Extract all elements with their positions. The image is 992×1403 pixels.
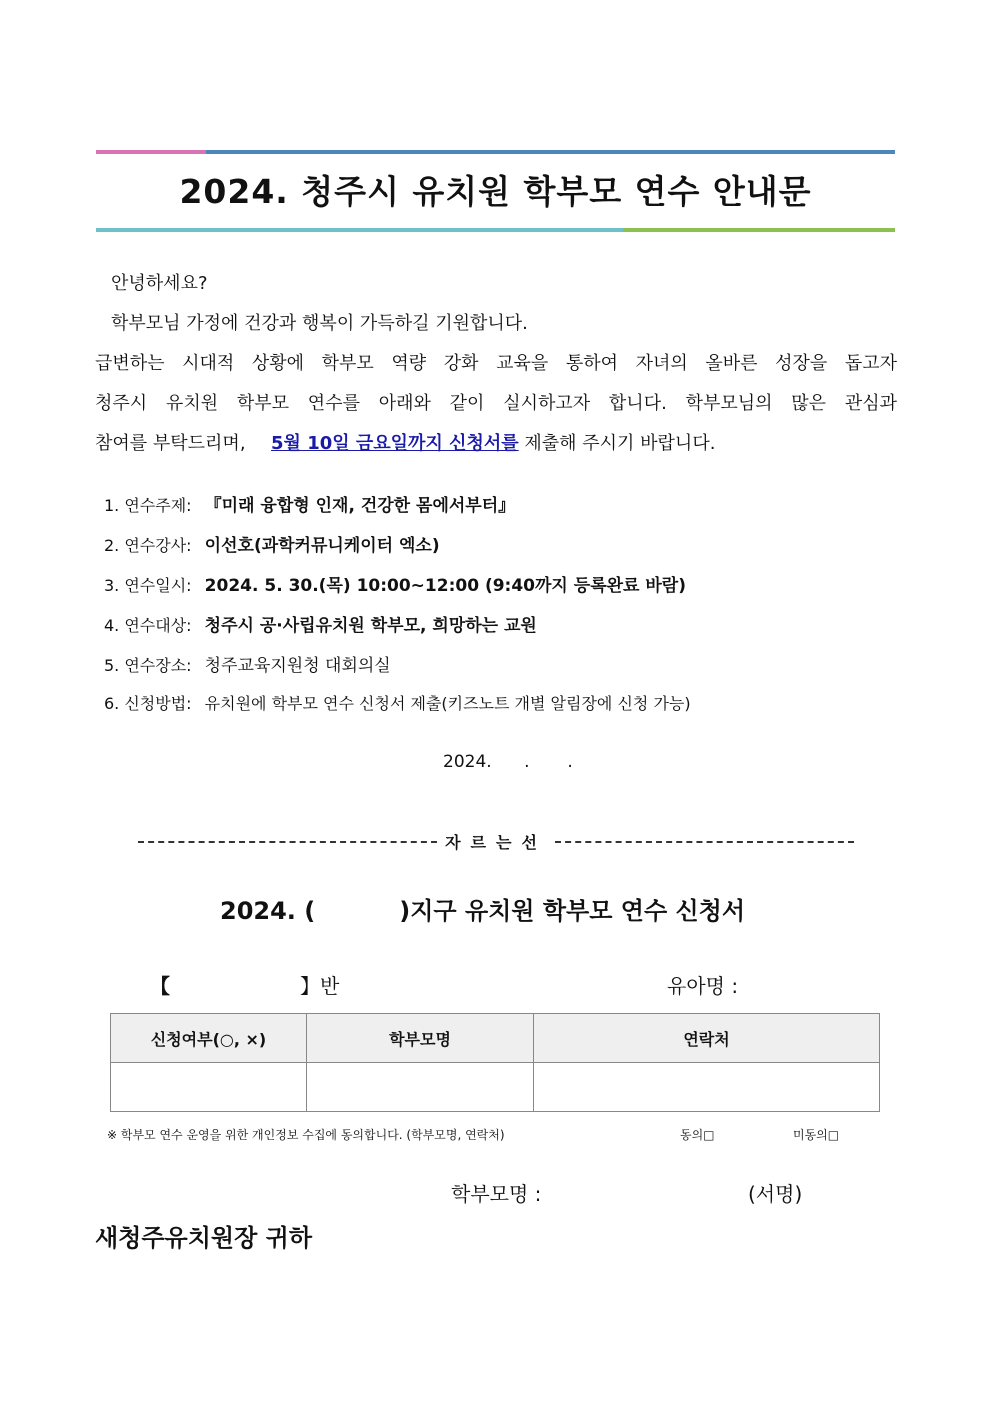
contact-cell[interactable] xyxy=(534,1063,880,1112)
intro-line-3-post: 제출해 주시기 바랍니다. xyxy=(524,433,716,454)
apply-status-cell[interactable] xyxy=(111,1063,307,1112)
notice-date: 2024. . . xyxy=(443,752,573,772)
item-label: 1. 연수주제: xyxy=(104,496,192,515)
col-apply-status: 신청여부(○, ×) xyxy=(111,1014,307,1063)
header-bar-bottom-right xyxy=(623,228,895,232)
item-topic xyxy=(104,491,515,516)
class-bracket-close: 】반 xyxy=(300,974,340,998)
item-venue xyxy=(104,651,391,676)
cut-line xyxy=(138,830,854,853)
agree-checkbox[interactable]: 동의□ xyxy=(680,1128,715,1142)
item-value: 유치원에 학부모 연수 신청서 제출(키즈노트 개별 알림장에 신청 가능) xyxy=(204,694,691,713)
child-name-label: 유아명 : xyxy=(667,974,739,998)
item-method xyxy=(104,691,691,714)
deadline-highlight: 5월 10일 금요일까지 신청서를 xyxy=(271,433,519,454)
intro-line-1: 급변하는 시대적 상황에 학부모 역량 강화 교육을 통하여 자녀의 올바른 성장을 돕고자 xyxy=(95,353,897,374)
item-label: 5. 연수장소: xyxy=(104,656,192,675)
class-field xyxy=(150,970,339,999)
item-value: 이선호(과학커뮤니케이터 엑소) xyxy=(204,536,440,556)
col-contact: 연락처 xyxy=(534,1014,880,1063)
form-title-pre: 2024. ( xyxy=(220,897,316,925)
signature-label: (서명) xyxy=(748,1182,803,1206)
cut-dash-right xyxy=(555,841,854,843)
consent-text: ※ 학부모 연수 운영을 위한 개인정보 수집에 동의합니다. (학부모명, 연락처) xyxy=(107,1128,505,1142)
item-value: 청주교육지원청 대회의실 xyxy=(204,656,391,676)
item-label: 6. 신청방법: xyxy=(104,694,192,713)
header-bar-top-left xyxy=(96,150,206,154)
cut-dash-left xyxy=(138,841,437,843)
item-label: 4. 연수대상: xyxy=(104,616,192,635)
item-label: 2. 연수강사: xyxy=(104,536,192,555)
page-title: 2024. 청주시 유치원 학부모 연수 안내문 xyxy=(179,172,812,211)
table-header-row xyxy=(111,1014,880,1063)
item-audience xyxy=(104,611,537,636)
item-value: 2024. 5. 30.(목) 10:00~12:00 (9:40까지 등록완료 바람) xyxy=(204,576,686,596)
intro-line-3 xyxy=(95,429,715,455)
item-value: 청주시 공·사립유치원 학부모, 희망하는 교원 xyxy=(204,616,537,636)
intro-greeting: 안녕하세요? xyxy=(111,273,208,294)
parent-name-label: 학부모명 : xyxy=(451,1182,542,1206)
col-parent-name: 학부모명 xyxy=(307,1014,534,1063)
parent-name-cell[interactable] xyxy=(307,1063,534,1112)
header-bar-top-right xyxy=(206,150,895,154)
addressee: 새청주유치원장 귀하 xyxy=(95,1224,313,1252)
header-bar-bottom-left xyxy=(96,228,623,232)
item-datetime xyxy=(104,571,686,596)
item-lecturer xyxy=(104,531,440,556)
cut-line-label: 자르는선 xyxy=(445,833,547,852)
item-value: 『미래 융합형 인재, 건강한 몸에서부터』 xyxy=(204,496,516,516)
intro-wish: 학부모님 가정에 건강과 행복이 가득하길 기원합니다. xyxy=(111,313,528,334)
intro-line-2: 청주시 유치원 학부모 연수를 아래와 같이 실시하고자 합니다. 학부모님의 많은 관심과 xyxy=(95,393,897,414)
intro-line-3-pre: 참여를 부탁드리며, xyxy=(95,433,246,454)
table-row xyxy=(111,1063,880,1112)
class-bracket-open: 【 xyxy=(150,974,170,998)
disagree-checkbox[interactable]: 미동의□ xyxy=(793,1128,840,1142)
item-label: 3. 연수일시: xyxy=(104,576,192,595)
form-title-post: )지구 유치원 학부모 연수 신청서 xyxy=(399,897,746,925)
application-table xyxy=(110,1013,880,1112)
form-title xyxy=(220,891,745,926)
